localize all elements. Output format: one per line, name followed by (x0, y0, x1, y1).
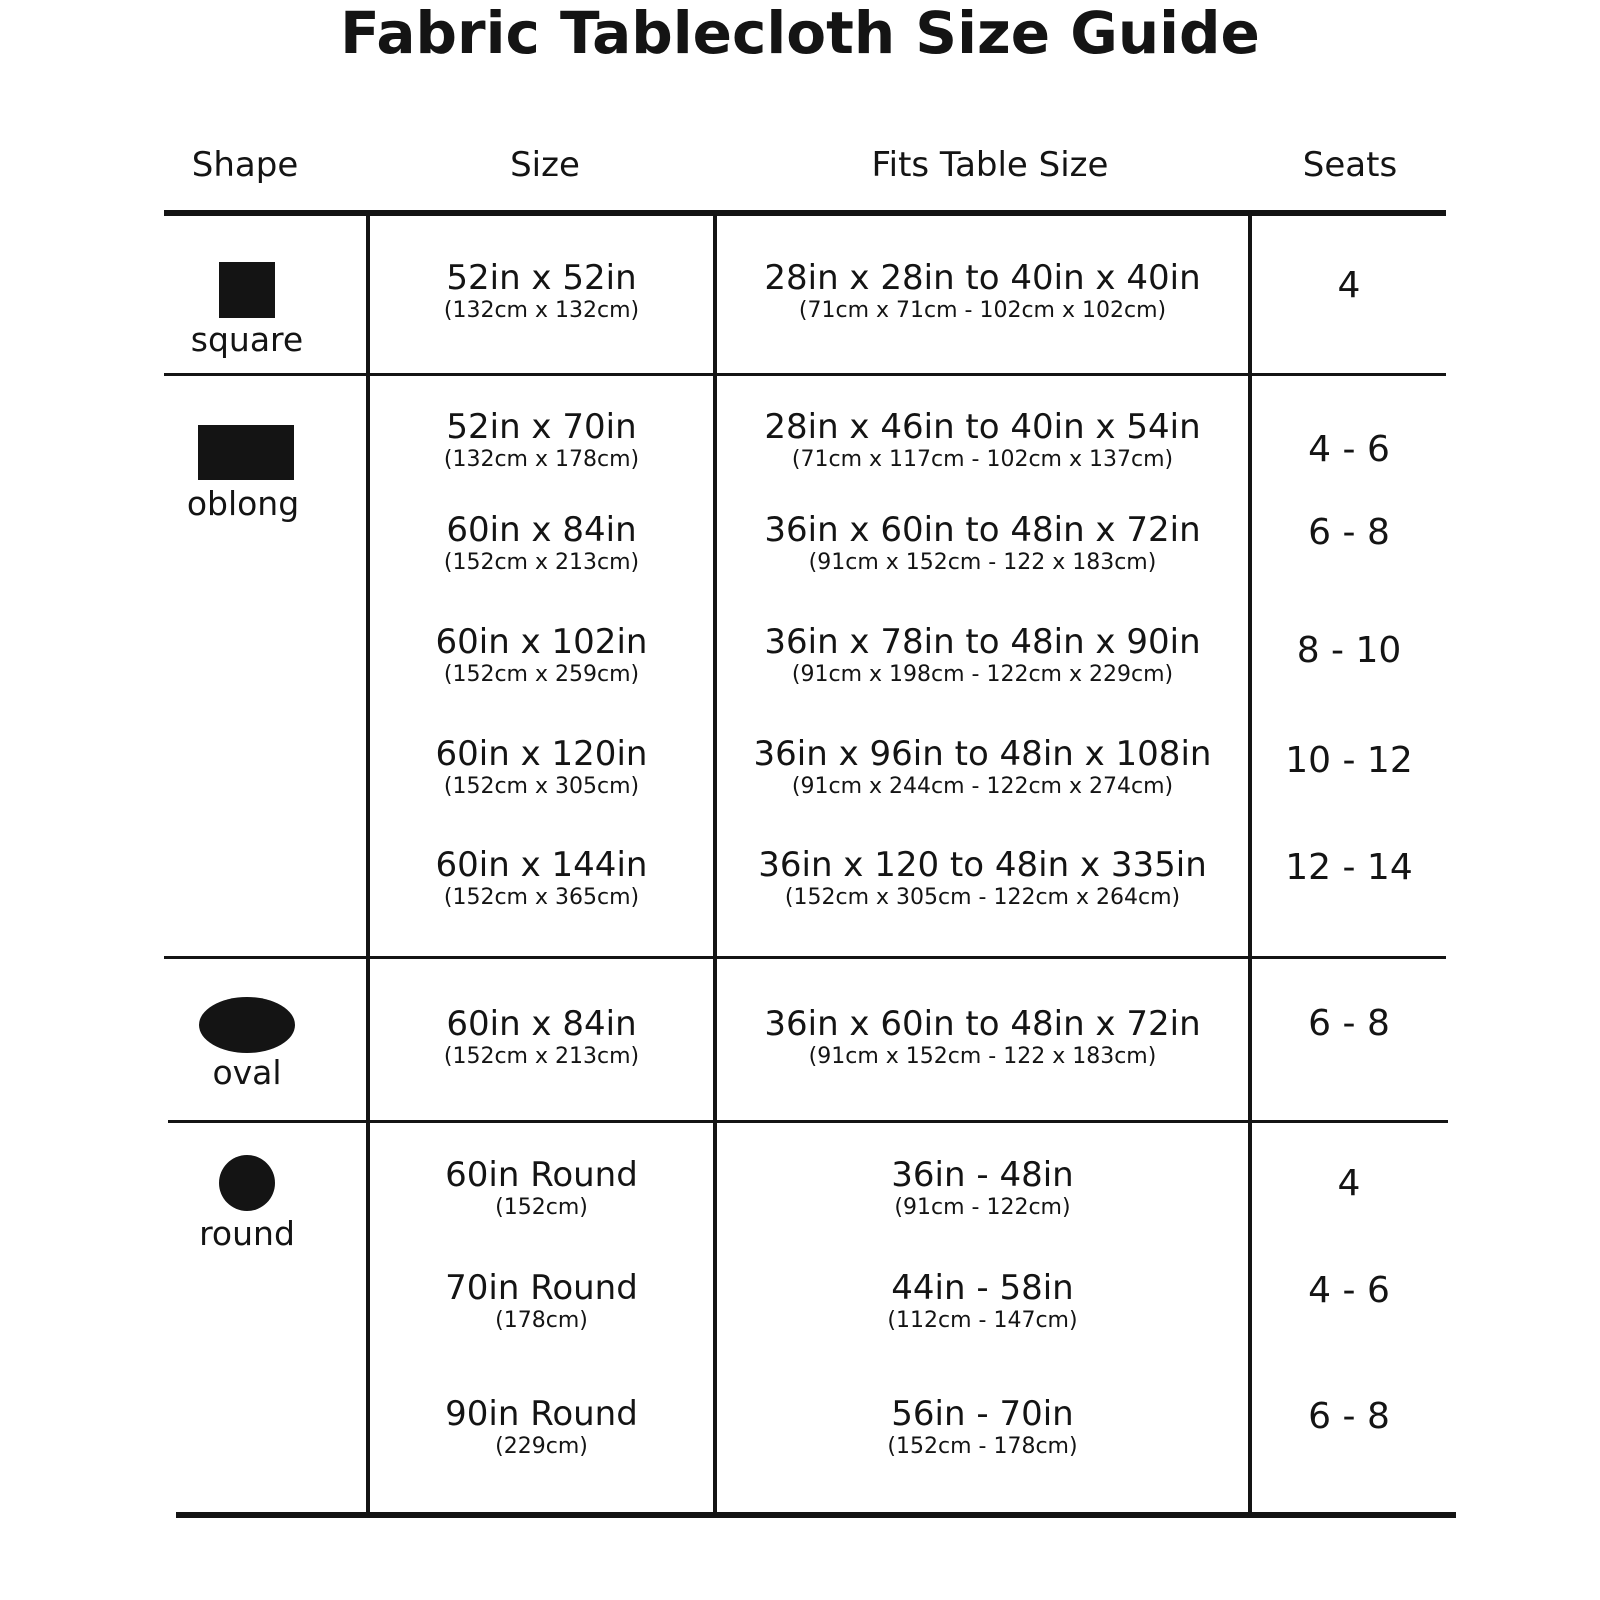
size-inches: 60in x 84in (446, 510, 637, 550)
fits-cell (717, 846, 1248, 912)
shape-label-square: square (190, 320, 304, 359)
fits-cell (717, 259, 1248, 325)
page-title: Fabric Tablecloth Size Guide (340, 0, 1260, 67)
size-inches: 60in x 144in (435, 845, 648, 885)
fits-cell (717, 1005, 1248, 1071)
size-cell (370, 735, 713, 801)
size-cm: (152cm x 365cm) (443, 885, 640, 910)
size-cm: (152cm x 213cm) (443, 550, 640, 575)
seats-value: 4 (1337, 265, 1361, 306)
seats-value: 6 - 8 (1308, 512, 1390, 553)
fits-cell (717, 1395, 1248, 1461)
fits-cell (717, 623, 1248, 689)
size-inches: 60in Round (445, 1155, 638, 1195)
size-inches: 70in Round (445, 1268, 638, 1308)
seats-value: 4 - 6 (1308, 1270, 1390, 1311)
header-shape: Shape (191, 145, 299, 185)
size-cell (370, 1005, 713, 1071)
oval-shape-icon (199, 997, 295, 1053)
seats-value: 12 - 14 (1285, 847, 1413, 888)
fits-cell (717, 511, 1248, 577)
oblong-shape-icon (198, 425, 294, 480)
round-shape-icon (219, 1155, 275, 1211)
square-shape-icon (219, 262, 275, 318)
fits-inches: 36in x 96in to 48in x 108in (753, 734, 1212, 774)
fits-cm: (71cm x 71cm - 102cm x 102cm) (798, 298, 1167, 323)
size-inches: 90in Round (445, 1394, 638, 1434)
fits-cm: (91cm x 198cm - 122cm x 229cm) (791, 662, 1174, 687)
fits-inches: 28in x 46in to 40in x 54in (764, 407, 1201, 447)
fits-cm: (152cm x 305cm - 122cm x 264cm) (784, 885, 1181, 910)
header-seats: Seats (1302, 145, 1398, 185)
fits-cm: (91cm x 152cm - 122 x 183cm) (808, 550, 1157, 575)
seats-value: 6 - 8 (1308, 1003, 1390, 1044)
size-cell (370, 846, 713, 912)
fits-cm: (112cm - 147cm) (887, 1308, 1078, 1333)
size-cm: (229cm) (495, 1434, 588, 1459)
fits-cm: (152cm - 178cm) (887, 1434, 1078, 1459)
divider-square-oblong (164, 373, 1446, 376)
fits-inches: 44in - 58in (891, 1268, 1074, 1308)
size-cell (370, 1156, 713, 1222)
size-cell (370, 259, 713, 325)
fits-inches: 36in x 60in to 48in x 72in (764, 1004, 1201, 1044)
header-fits-table-size: Fits Table Size (871, 145, 1109, 185)
seats-value: 8 - 10 (1296, 630, 1402, 671)
size-inches: 60in x 84in (446, 1004, 637, 1044)
fits-cell (717, 1269, 1248, 1335)
fits-cell (717, 1156, 1248, 1222)
fits-inches: 36in x 78in to 48in x 90in (764, 622, 1201, 662)
size-cm: (152cm) (495, 1195, 588, 1220)
size-cell (370, 1395, 713, 1461)
fits-cm: (91cm x 244cm - 122cm x 274cm) (791, 774, 1174, 799)
size-inches: 60in x 102in (435, 622, 648, 662)
divider-oval-round (168, 1120, 1448, 1123)
size-inches: 60in x 120in (435, 734, 648, 774)
shape-label-oblong: oblong (186, 484, 300, 523)
seats-value: 10 - 12 (1285, 740, 1413, 781)
fits-inches: 28in x 28in to 40in x 40in (764, 258, 1201, 298)
header-size: Size (510, 145, 580, 185)
size-inches: 52in x 52in (446, 258, 637, 298)
fits-cell (717, 735, 1248, 801)
divider-oblong-oval (164, 956, 1446, 959)
size-cm: (178cm) (495, 1308, 588, 1333)
fits-inches: 56in - 70in (891, 1394, 1074, 1434)
size-cell (370, 1269, 713, 1335)
header-rule (164, 210, 1446, 216)
fits-inches: 36in x 60in to 48in x 72in (764, 510, 1201, 550)
fits-cm: (91cm - 122cm) (894, 1195, 1071, 1220)
fits-cm: (91cm x 152cm - 122 x 183cm) (808, 1044, 1157, 1069)
size-cm: (132cm x 178cm) (443, 447, 640, 472)
seats-value: 4 - 6 (1308, 429, 1390, 470)
shape-label-oval: oval (212, 1053, 282, 1092)
shape-label-round: round (199, 1214, 295, 1253)
size-cell (370, 511, 713, 577)
size-cm: (132cm x 132cm) (443, 298, 640, 323)
size-cell (370, 408, 713, 474)
seats-value: 6 - 8 (1308, 1396, 1390, 1437)
size-cell (370, 623, 713, 689)
fits-inches: 36in x 120 to 48in x 335in (758, 845, 1207, 885)
size-inches: 52in x 70in (446, 407, 637, 447)
fits-inches: 36in - 48in (891, 1155, 1074, 1195)
fits-cell (717, 408, 1248, 474)
size-cm: (152cm x 213cm) (443, 1044, 640, 1069)
size-cm: (152cm x 259cm) (443, 662, 640, 687)
seats-value: 4 (1337, 1163, 1361, 1204)
fits-cm: (71cm x 117cm - 102cm x 137cm) (791, 447, 1174, 472)
size-cm: (152cm x 305cm) (443, 774, 640, 799)
